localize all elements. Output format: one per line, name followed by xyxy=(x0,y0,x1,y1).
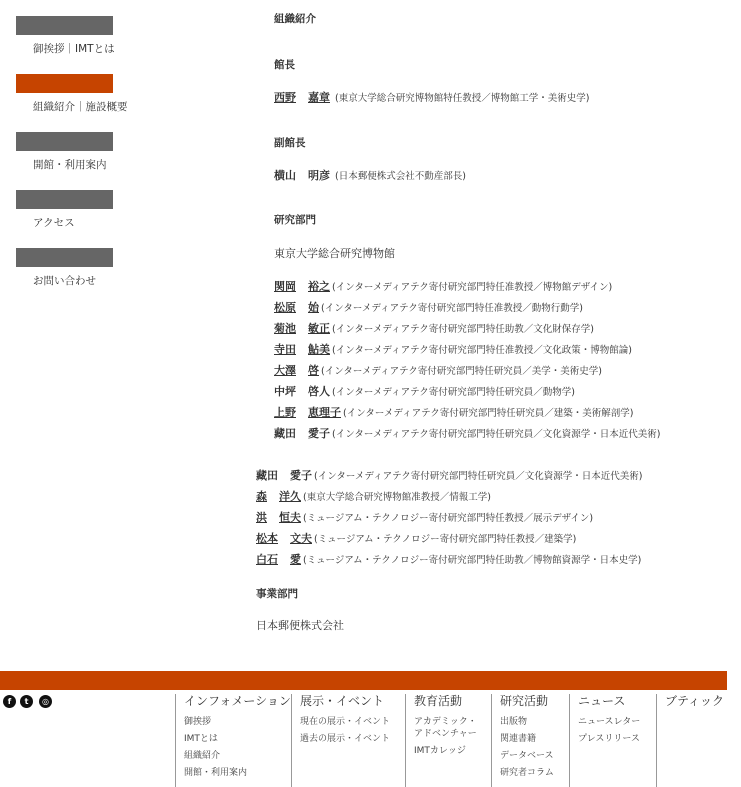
footer-link[interactable]: アドベンチャー xyxy=(414,729,477,739)
sidebar-item-bar xyxy=(16,248,113,267)
footer-column xyxy=(491,694,554,787)
member-name-link[interactable]: 寺田 鮎美 xyxy=(274,343,330,356)
member-row xyxy=(274,404,633,420)
sidebar-item-label[interactable]: 組織紹介｜施設概要 xyxy=(33,101,128,113)
member-name-link[interactable]: 白石 愛 xyxy=(256,553,301,566)
sidebar-item-greeting[interactable] xyxy=(16,16,113,56)
vice-director-name: 横山 明彦 xyxy=(274,169,330,182)
vice-director-heading: 副館長 xyxy=(274,137,306,149)
sidebar-item-bar-active xyxy=(16,74,113,93)
member-role: (インターメディアテク寄付研究部門特任研究員／建築・美術解剖学) xyxy=(343,408,634,419)
member-role: (インターメディアテク寄付研究部門特任研究員／動物学) xyxy=(332,387,575,398)
footer-column xyxy=(656,694,724,787)
sidebar-item-label[interactable]: 開館・利用案内 xyxy=(33,159,107,171)
member-name: 藏田 愛子 xyxy=(274,427,330,440)
member-role: (インターメディアテク寄付研究部門特任助教／文化財保存学) xyxy=(332,324,594,335)
member-name-link[interactable]: 関岡 裕之 xyxy=(274,280,330,293)
footer-link[interactable]: ニュースレター xyxy=(578,717,641,727)
member-name-link[interactable]: 上野 恵理子 xyxy=(274,406,341,419)
member-role: (東京大学総合研究博物館准教授／情報工学) xyxy=(303,492,491,503)
business-heading: 事業部門 xyxy=(256,588,298,600)
footer-column-heading[interactable]: ブティック xyxy=(665,694,725,708)
footer-link[interactable]: 現在の展示・イベント xyxy=(300,717,391,727)
member-row xyxy=(274,362,602,378)
facebook-icon[interactable]: f xyxy=(3,695,16,708)
director-role: (東京大学総合研究博物館特任教授／博物館工学・美術史学) xyxy=(335,93,590,104)
director-entry xyxy=(274,89,589,105)
member-row xyxy=(256,488,491,504)
member-role: (ミュージアム・テクノロジー寄付研究部門特任教授／建築学) xyxy=(314,534,577,545)
sidebar-item-bar xyxy=(16,132,113,151)
vice-director-entry xyxy=(274,167,466,183)
footer-column xyxy=(405,694,477,787)
member-role: (インターメディアテク寄付研究部門特任研究員／文化資源学・日本近代美術) xyxy=(314,471,643,482)
business-org: 日本郵便株式会社 xyxy=(256,619,344,632)
member-row xyxy=(256,467,642,483)
footer-link[interactable]: 出版物 xyxy=(500,717,528,727)
member-row xyxy=(256,509,593,525)
member-row xyxy=(274,425,660,441)
vice-director-role: (日本郵便株式会社不動産部長) xyxy=(335,171,466,182)
member-name: 中坪 啓人 xyxy=(274,385,330,398)
page-title: 組織紹介 xyxy=(274,13,316,25)
footer-link[interactable]: 過去の展示・イベント xyxy=(300,734,391,744)
member-name-link[interactable]: 菊池 敏正 xyxy=(274,322,330,335)
member-role: (インターメディアテク寄付研究部門特任研究員／文化資源学・日本近代美術) xyxy=(332,429,661,440)
footer-column-heading[interactable]: 展示・イベント xyxy=(300,694,385,708)
member-name: 藏田 愛子 xyxy=(256,469,312,482)
footer-column-heading[interactable]: 研究活動 xyxy=(500,694,549,708)
footer-link[interactable]: アカデミック・ xyxy=(414,717,477,727)
member-row xyxy=(274,341,632,357)
twitter-icon[interactable]: t xyxy=(20,695,33,708)
footer-column xyxy=(569,694,640,787)
sidebar-item-label[interactable]: お問い合わせ xyxy=(33,275,96,287)
footer-link[interactable]: 御挨拶 xyxy=(184,717,212,727)
member-row xyxy=(256,530,576,546)
footer-link[interactable]: データベース xyxy=(500,751,554,761)
footer-column-heading[interactable]: インフォメーション xyxy=(184,694,291,708)
sidebar-item-label[interactable]: 御挨拶｜IMTとは xyxy=(33,43,115,55)
member-name-link[interactable]: 森 洋久 xyxy=(256,490,301,503)
member-role: (インターメディアテク寄付研究部門特任准教授／文化政策・博物館論) xyxy=(332,345,632,356)
sidebar-item-opening[interactable] xyxy=(16,132,113,172)
footer-column-heading[interactable]: ニュース xyxy=(578,694,626,708)
footer-accent-bar xyxy=(0,671,727,690)
research-heading: 研究部門 xyxy=(274,214,316,226)
footer-column xyxy=(175,694,291,787)
footer-link[interactable]: 開館・利用案内 xyxy=(184,768,248,778)
member-name-link[interactable]: 松本 文夫 xyxy=(256,532,312,545)
sidebar-item-label[interactable]: アクセス xyxy=(33,217,75,229)
member-row xyxy=(274,383,575,399)
member-row xyxy=(274,299,583,315)
sidebar-item-organization[interactable] xyxy=(16,74,128,114)
member-role: (ミュージアム・テクノロジー寄付研究部門特任助教／博物館資源学・日本史学) xyxy=(303,555,642,566)
sidebar-item-contact[interactable] xyxy=(16,248,113,288)
sidebar-item-bar xyxy=(16,16,113,35)
footer-link[interactable]: 組織紹介 xyxy=(184,751,221,761)
footer-link[interactable]: 関連書籍 xyxy=(500,734,537,744)
member-role: (ミュージアム・テクノロジー寄付研究部門特任教授／展示デザイン) xyxy=(303,513,594,524)
sidebar-item-bar xyxy=(16,190,113,209)
footer-column-heading[interactable]: 教育活動 xyxy=(414,694,463,708)
footer-link[interactable]: 研究者コラム xyxy=(500,768,554,778)
footer-link[interactable]: プレスリリース xyxy=(578,734,640,744)
footer-link[interactable]: IMTとは xyxy=(184,734,218,744)
director-heading: 館長 xyxy=(274,59,295,71)
research-org: 東京大学総合研究博物館 xyxy=(274,247,395,260)
member-role: (インターメディアテク寄付研究部門特任准教授／博物館デザイン) xyxy=(332,282,613,293)
footer-link[interactable]: IMTカレッジ xyxy=(414,746,466,756)
member-name-link[interactable]: 松原 始 xyxy=(274,301,319,314)
director-name-link[interactable]: 西野 嘉章 xyxy=(274,91,330,104)
member-role: (インターメディアテク寄付研究部門特任研究員／美学・美術史学) xyxy=(321,366,602,377)
sidebar-item-access[interactable] xyxy=(16,190,113,230)
member-row xyxy=(274,320,594,336)
member-name-link[interactable]: 大澤 啓 xyxy=(274,364,319,377)
member-name-link[interactable]: 洪 恒夫 xyxy=(256,511,301,524)
member-row xyxy=(274,278,612,294)
instagram-icon[interactable]: ◎ xyxy=(39,695,52,708)
member-role: (インターメディアテク寄付研究部門特任准教授／動物行動学) xyxy=(321,303,583,314)
footer-column xyxy=(291,694,390,787)
member-row xyxy=(256,551,641,567)
